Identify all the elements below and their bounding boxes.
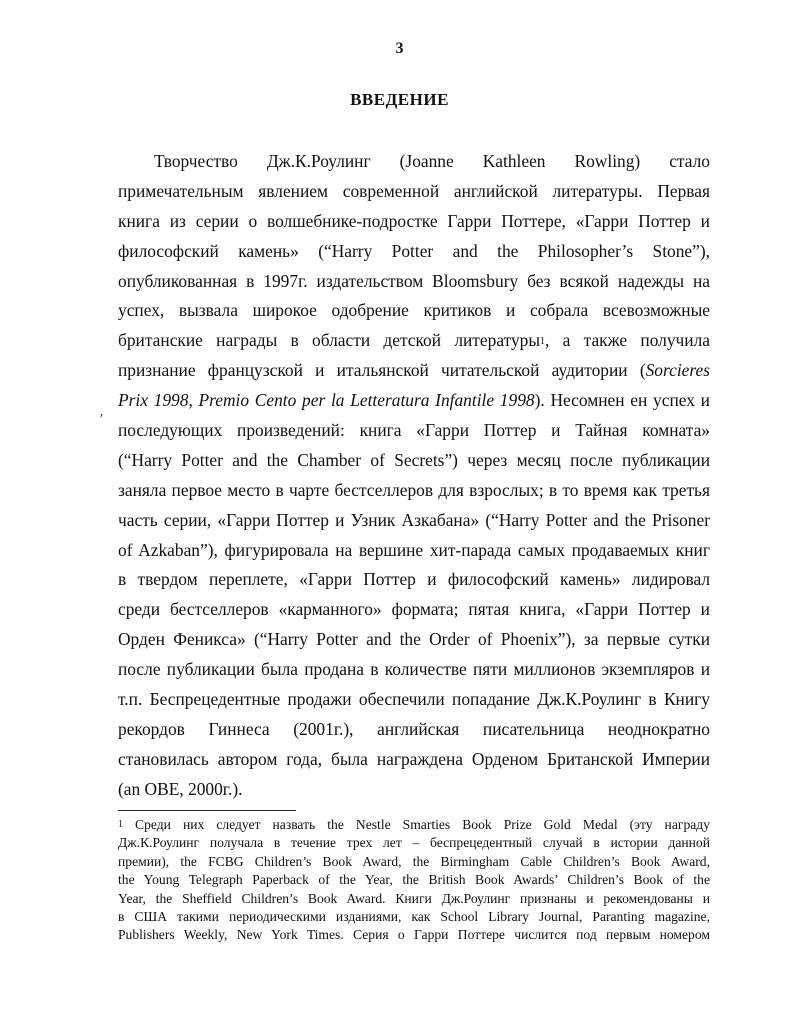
text-line [118, 356, 710, 386]
footnote-marker: 1 [118, 819, 123, 830]
footnote-line: в США такими периодическими изданиями, как School Library Journal, Paranting magazine, [118, 908, 710, 924]
text-line: примечательным явлением современной английской литературы. Первая [118, 180, 710, 201]
footnote-line [118, 816, 710, 834]
text-run: Среди них следует назвать the Nestle Smarties Book Prize Gold Medal (эту награду [123, 817, 710, 832]
text-line: (an OBE, 2000г.). [118, 778, 243, 799]
footnote-line: премии), the FCBG Children’s Book Award, the Birmingham Cable Children’s Book Award, [118, 853, 710, 869]
text-line: Орден Феникса» (“Harry Potter and the Order of Phoenix”), за первые сутки [118, 629, 710, 650]
text-line: т.п. Беспрецедентные продажи обеспечили попадание Дж.К.Роулинг в Книгу [118, 689, 710, 710]
text-run: признание французской и итальянской читательской аудитории ( [118, 360, 646, 381]
footnote-line: Year, the Sheffield Children’s Book Award. Книги Дж.Роулинг признаны и рекомендованы и [118, 890, 710, 906]
footnotes [118, 816, 710, 945]
text-line: заняла первое место в чарте бестселлеров для взрослых; в то время как третья [118, 479, 710, 500]
text-line: книга из серии о волшебнике-подростке Гарри Поттере, «Гарри Поттер и [118, 210, 710, 231]
stray-mark: ’ [99, 412, 104, 427]
text-line: среди бестселлеров «карманного» формата; пятая книга, «Гарри Поттер и [118, 599, 710, 620]
text-line: становилась автором года, была награждена Орденом Британской Империи [118, 748, 710, 769]
italic-run: Prix 1998, Premio Cento per la Letteratura Infantile 1998 [118, 390, 535, 411]
page-title: ВВЕДЕНИЕ [350, 90, 449, 109]
text-line: в твердом переплете, «Гарри Поттер и философский камень» лидировал [118, 569, 710, 590]
text-line: Творчество Дж.К.Роулинг (Joanne Kathleen Rowling) стало [154, 151, 710, 171]
text-line: после публикации была продана в количестве пяти миллионов экземпляров и [118, 659, 710, 680]
footnote-line: the Young Telegraph Paperback of the Year, the British Book Awards’ Children’s Book of the [118, 872, 710, 888]
text-line: последующих произведений: книга «Гарри Поттер и Тайная комната» [118, 420, 710, 441]
page-number: 3 [395, 40, 404, 57]
footnote-line: Publishers Weekly, New York Times. Серия о Гарри Поттере числится под первым номером [118, 927, 710, 943]
text-line [118, 326, 710, 356]
italic-run: Sorcieres [645, 360, 710, 381]
text-line: (“Harry Potter and the Chamber of Secrets”) через месяц после публикации [118, 449, 710, 470]
footnote-divider [118, 810, 296, 811]
text-line: опубликованная в 1997г. издательством Bloomsbury без всякой надежды на [118, 270, 710, 291]
body-text [118, 147, 710, 805]
text-run: , а также получила [545, 330, 710, 351]
footnote-line: Дж.К.Роулинг получала в течение трех лет – беспрецедентный случай в истории данной [118, 835, 710, 851]
text-run: британские награды в области детской литературы [118, 330, 541, 351]
text-run: ). Несомнен ен успех и [534, 390, 710, 411]
text-line: рекордов Гиннеса (2001г.), английская писательница неоднократно [118, 718, 710, 739]
footnote-ref: 1 [540, 336, 546, 348]
text-line: успех, вызвала широкое одобрение критиков и собрала всевозможные [118, 300, 710, 321]
text-line: of Azkaban”), фигурировала на вершине хит-парада самых продаваемых книг [118, 539, 710, 560]
text-line [118, 386, 710, 416]
text-line: философский камень» (“Harry Potter and the Philosopher’s Stone”), [118, 240, 710, 261]
text-line: часть серии, «Гарри Поттер и Узник Азкабана» (“Harry Potter and the Prisoner [118, 509, 710, 530]
